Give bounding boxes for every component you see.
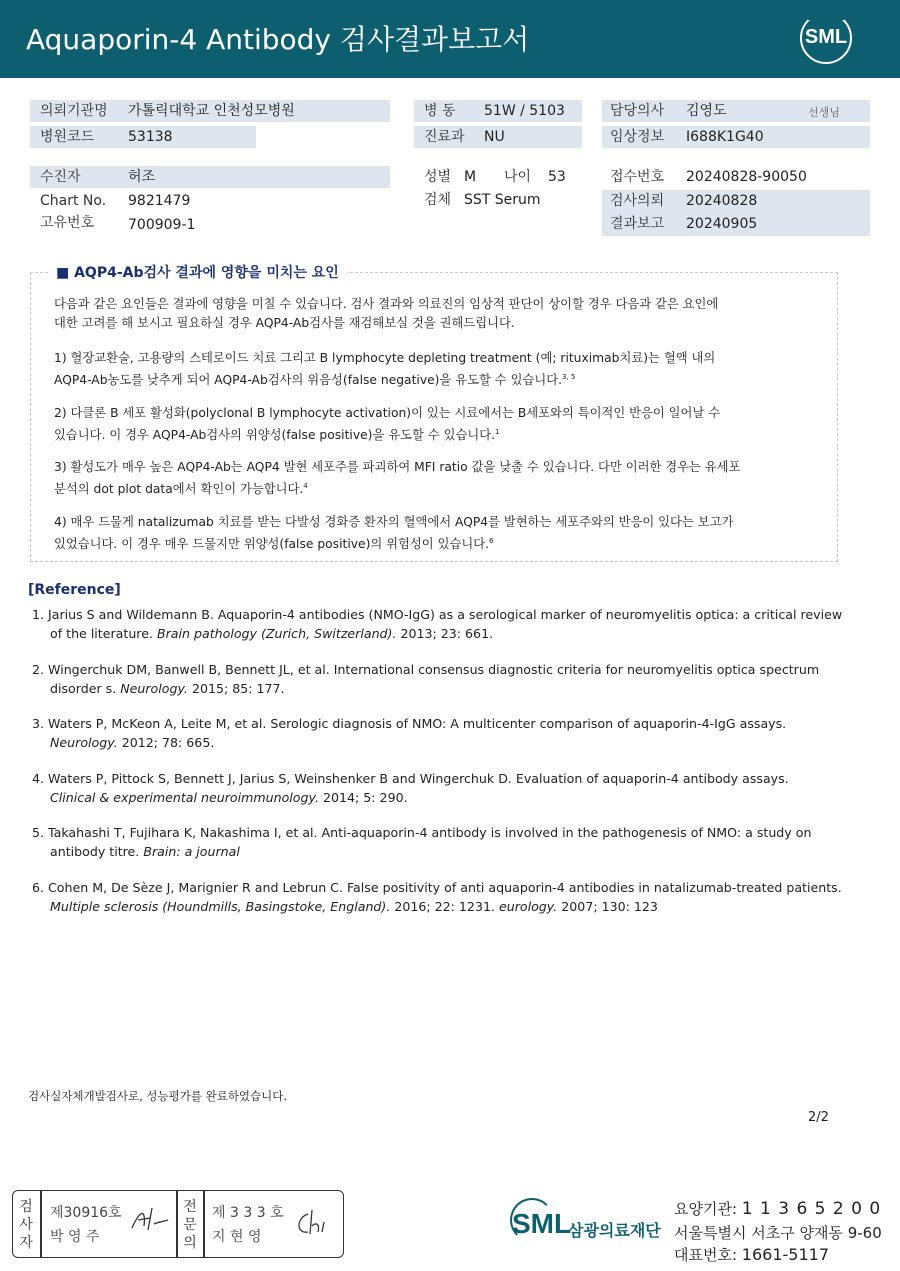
technician-name: 박 영 주 — [50, 1229, 100, 1245]
factor-3-text: 분석의 dot plot data에서 확인이 가능합니다. — [54, 482, 304, 497]
uid-value: 700909-1 — [128, 217, 196, 233]
ref-2-journal: Neurology. — [120, 681, 188, 696]
ref-1-text: of the literature. — [50, 626, 157, 641]
specimen-value: SST Serum — [464, 192, 541, 208]
specialist-title-char: 문 — [183, 1217, 197, 1233]
patient-value: 허조 — [128, 169, 156, 185]
reference-4 — [32, 769, 852, 807]
specialist-signature-icon — [294, 1208, 338, 1238]
age-value: 53 — [548, 169, 566, 185]
sml-logo-text: SML — [804, 26, 848, 48]
dept-value: NU — [484, 129, 505, 145]
ref-2-line-1: 2. Wingerchuk DM, Banwell B, Bennett JL, et al. International consensus diagnostic criteria for neuromyelitis optica spectrum — [32, 662, 820, 677]
factor-1-citation: 3, 5 — [562, 373, 576, 381]
ref-4-volume: 2014; 5: 290. — [319, 790, 408, 805]
footer-phone-value: 1661-5117 — [741, 1245, 830, 1264]
reference-1 — [32, 605, 852, 643]
stamp-divider — [176, 1191, 178, 1257]
specialist-title-char: 전 — [183, 1199, 197, 1215]
ref-6-volume-2: 2007; 130: 123 — [557, 899, 658, 914]
footer-logo: SML — [512, 1208, 572, 1239]
factor-4-line-2 — [54, 532, 830, 554]
stamp-divider — [203, 1191, 205, 1257]
inst-label: 의뢰기관명 — [40, 103, 108, 119]
ref-1-journal: Brain pathology (Zurich, Switzerland). — [156, 626, 397, 641]
specialist-title-char: 의 — [183, 1235, 197, 1251]
ref-1-line-1: 1. Jarius S and Wildemann B. Aquaporin-4 antibodies (NMO-IgG) as a serological marker of neuromyelitis optica: a critical review — [32, 607, 843, 622]
code-label: 병원코드 — [40, 129, 95, 145]
factor-1 — [54, 349, 830, 390]
patient-row-bg — [30, 166, 390, 188]
specialist-license: 제 3 3 3 호 — [212, 1205, 284, 1221]
footer-code-value: 1 1 3 6 5 2 0 0 — [741, 1199, 882, 1219]
ref-4-line-1: 4. Waters P, Pittock S, Bennett J, Jarius S, Weinshenker B and Wingerchuk D. Evaluation of aquaporin-4 antibody assays. — [32, 771, 789, 786]
factor-2-line-1: 2) 다클론 B 세포 활성화(polyclonal B lymphocyte activation)이 있는 시료에서는 B세포와의 특이적인 반응이 일어날 수 — [54, 406, 721, 420]
request-value: 20240828 — [686, 193, 758, 209]
specialist-title — [180, 1198, 200, 1252]
factor-4-line-1: 4) 매우 드물게 natalizumab 치료를 받는 다발성 경화증 환자의 혈액에서 AQP4를 발현하는 세포주와의 반응이 있다는 보고가 — [54, 515, 734, 529]
factor-2-line-2 — [54, 423, 830, 445]
technician-title-char: 사 — [19, 1217, 33, 1233]
footnote: 검사실자체개발검사로, 성능평가를 완료하였습니다. — [28, 1089, 288, 1103]
receipt-label: 접수번호 — [610, 169, 665, 185]
ref-6-line-1: 6. Cohen M, De Sèze J, Marignier R and Lebrun C. False positivity of anti aquaporin-4 antibodies in natalizumab-treated patients. — [32, 880, 842, 895]
ref-1-volume: 2013; 23: 661. — [396, 626, 494, 641]
technician-signature-icon — [128, 1204, 172, 1234]
technician-license: 제30916호 — [50, 1205, 122, 1221]
factor-4 — [54, 513, 830, 554]
factor-3 — [54, 458, 830, 499]
ward-label: 병 동 — [424, 103, 456, 119]
ref-6-journal-2: eurology. — [498, 899, 558, 914]
footer-address: 서울특별시 서초구 양재동 9-60 — [674, 1224, 882, 1242]
factor-3-citation: 4 — [303, 482, 308, 490]
footer-code — [674, 1198, 881, 1219]
specialist-name: 지 현 영 — [212, 1229, 262, 1245]
reference-5 — [32, 823, 852, 861]
ref-1-line-2 — [32, 624, 852, 643]
receipt-value: 20240828-90050 — [686, 169, 807, 185]
ref-5-line-1: 5. Takahashi T, Fujihara K, Nakashima I, et al. Anti-aquaporin-4 antibody is involved in the pathogenesis of NMO: a study on — [32, 825, 812, 840]
factors-intro — [54, 295, 830, 333]
report-title: Aquaporin-4 Antibody 검사결과보고서 — [26, 23, 530, 56]
factor-2 — [54, 404, 830, 445]
chart-value: 9821479 — [128, 193, 191, 209]
factor-1-line-1: 1) 혈장교환술, 고용량의 스테로이드 치료 그리고 B lymphocyte depleting treatment (예; rituximab치료)는 혈액 내의 — [54, 351, 716, 365]
dept-label: 진료과 — [424, 129, 465, 145]
ref-6-volume: 2016; 22: 1231. — [390, 899, 499, 914]
age-label: 나이 — [504, 169, 532, 185]
factor-1-line-2 — [54, 368, 830, 390]
factor-3-line-1: 3) 활성도가 매우 높은 AQP4-Ab는 AQP4 발현 세포주를 파괴하여 MFI ratio 값을 낮출 수 있습니다. 다만 이러한 경우는 유세포 — [54, 460, 741, 474]
footer-org-name: 삼광의료재단 — [568, 1221, 661, 1240]
clinical-label: 임상정보 — [610, 129, 665, 145]
reference-6 — [32, 878, 852, 916]
ref-2-text: disorder s. — [50, 681, 121, 696]
factor-2-citation: 1 — [495, 428, 500, 436]
request-label: 검사의뢰 — [610, 193, 665, 209]
technician-title — [16, 1198, 36, 1252]
doctor-suffix: 선생님 — [808, 106, 840, 119]
sex-label: 성별 — [424, 169, 452, 185]
reference-3 — [32, 714, 852, 752]
factor-4-citation: 6 — [489, 537, 494, 545]
ref-3-journal: Neurology. — [50, 735, 118, 750]
intro-line-2: 대한 고려를 해 보시고 필요하실 경우 AQP4-Ab검사를 재검해보실 것을 권해드립니다. — [54, 316, 515, 330]
clinical-value: I688K1G40 — [686, 129, 764, 145]
footer-phone — [674, 1244, 829, 1265]
ref-2-volume: 2015; 85: 177. — [187, 681, 285, 696]
ref-5-text: antibody titre. — [50, 844, 144, 859]
intro-line-1: 다음과 같은 요인들은 결과에 영향을 미칠 수 있습니다. 검사 결과와 의료진의 임상적 판단이 상이할 경우 다음과 같은 요인에 — [54, 297, 719, 311]
page-number: 2/2 — [808, 1110, 829, 1125]
sml-logo-arc — [808, 10, 844, 20]
ref-2-line-2 — [32, 679, 852, 698]
ref-3-line-1: 3. Waters P, McKeon A, Leite M, et al. Serologic diagnosis of NMO: A multicenter comparison of aquaporin-4-IgG assays. — [32, 716, 787, 731]
uid-label: 고유번호 — [40, 215, 95, 231]
factor-2-text: 있습니다. 이 경우 AQP4-Ab검사의 위양성(false positive)을 유도할 수 있습니다. — [54, 428, 496, 443]
patient-label: 수진자 — [40, 169, 81, 185]
factors-title: ■ AQP4-Ab검사 결과에 영향을 미치는 요인 — [48, 262, 347, 282]
ward-value: 51W / 5103 — [484, 103, 565, 119]
report-label: 결과보고 — [610, 216, 665, 232]
reference-heading: [Reference] — [28, 582, 121, 598]
specimen-label: 검체 — [424, 192, 452, 208]
technician-title-char: 자 — [19, 1235, 33, 1251]
technician-title-char: 검 — [19, 1199, 33, 1215]
doctor-label: 담당의사 — [610, 103, 665, 119]
ref-4-line-2 — [32, 788, 852, 807]
footer-code-label: 요양기관: — [674, 1200, 742, 1218]
sex-value: M — [464, 169, 477, 185]
ref-6-line-2 — [32, 897, 852, 916]
ref-6-journal: Multiple sclerosis (Houndmills, Basingstoke, England). — [50, 899, 391, 914]
code-value: 53138 — [128, 129, 173, 145]
ref-4-journal: Clinical & experimental neuroimmunology. — [50, 790, 319, 805]
factor-3-line-2 — [54, 477, 830, 499]
footer-phone-label: 대표번호: — [674, 1246, 742, 1264]
doctor-value: 김영도 — [686, 103, 727, 119]
ref-5-journal: Brain: a journal — [143, 844, 240, 859]
ref-3-volume: 2012; 78: 665. — [117, 735, 215, 750]
report-value: 20240905 — [686, 216, 758, 232]
stamp-divider — [40, 1191, 42, 1257]
inst-value: 가톨릭대학교 인천성모병원 — [128, 103, 295, 119]
reference-2 — [32, 660, 852, 698]
chart-label: Chart No. — [40, 193, 107, 209]
factor-1-text: AQP4-Ab농도를 낮추게 되어 AQP4-Ab검사의 위음성(false negative)을 유도할 수 있습니다. — [54, 373, 563, 388]
ref-5-line-2 — [32, 842, 852, 861]
factor-4-text: 있었습니다. 이 경우 매우 드물지만 위양성(false positive)의 위험성이 있습니다. — [54, 537, 490, 552]
ref-3-line-2 — [32, 733, 852, 752]
